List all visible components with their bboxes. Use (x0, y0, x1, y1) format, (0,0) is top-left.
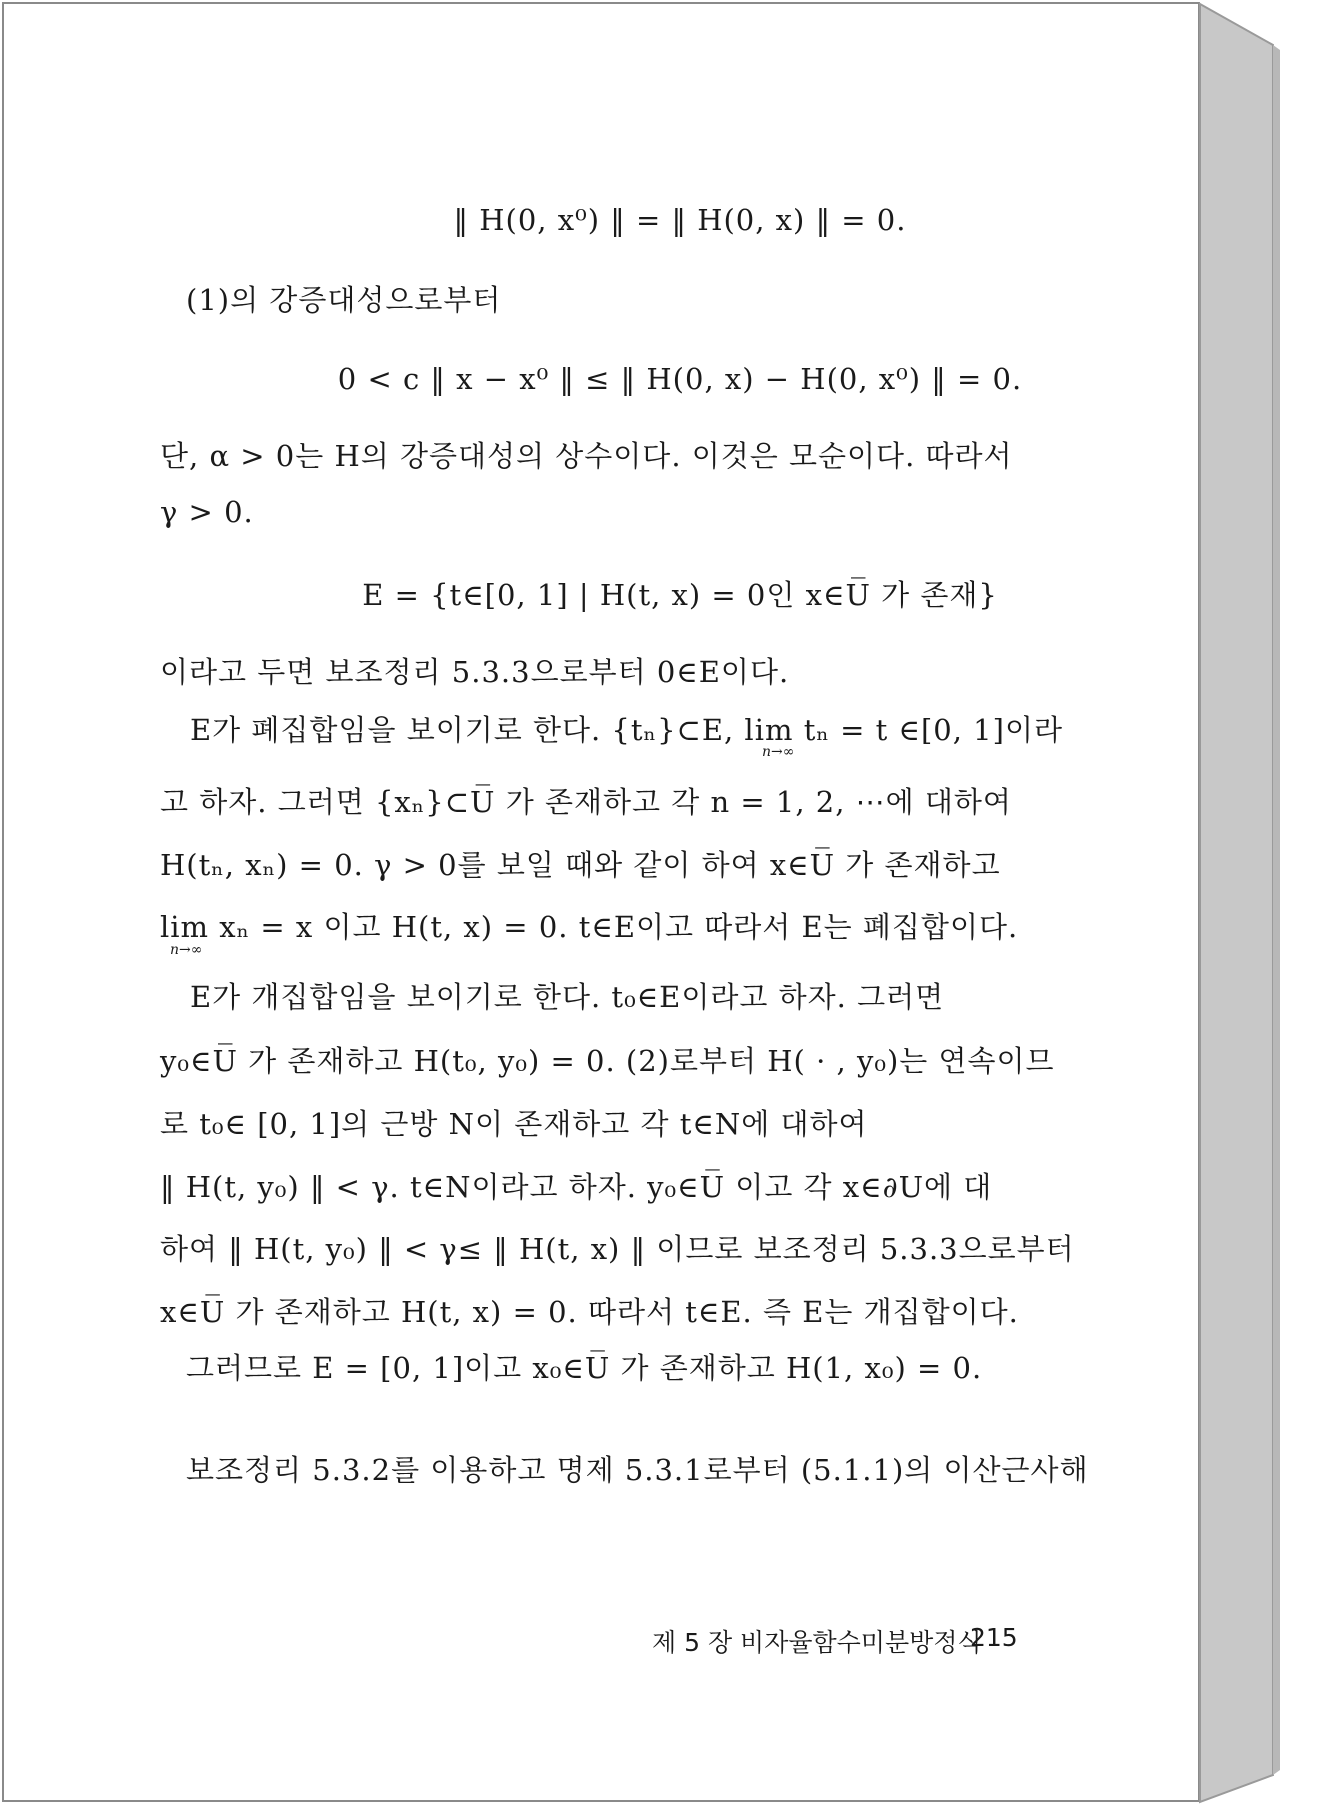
text-line: γ > 0. (160, 495, 254, 529)
text-line: H(tₙ, xₙ) = 0. γ > 0를 보일 때와 같이 하여 x∈U̅ 가 존재하고 (160, 848, 1001, 882)
text-line: 보조정리 5.3.2를 이용하고 명제 5.3.1로부터 (5.1.1)의 이산근사해 (186, 1453, 1089, 1487)
limit-subscript: n→∞ (170, 942, 203, 958)
equation-norm-zero: ‖ H(0, x⁰) ‖ = ‖ H(0, x) ‖ = 0. (453, 203, 907, 237)
text-line: 이라고 두면 보조정리 5.3.3으로부터 0∈E이다. (160, 655, 790, 689)
text-line: E가 폐집합임을 보이기로 한다. {tₙ}⊂E, lim tₙ = t ∈[0, 1]이라 (190, 713, 1063, 747)
text-line: 고 하자. 그러면 {xₙ}⊂U̅ 가 존재하고 각 n = 1, 2, ⋯에 대하여 (160, 785, 1012, 819)
page-number: 215 (970, 1623, 1018, 1652)
equation-strong-monotone: 0 < c ‖ x − x⁰ ‖ ≤ ‖ H(0, x) − H(0, x⁰) ‖ = 0. (337, 362, 1023, 396)
equation-set-e: E = {t∈[0, 1] | H(t, x) = 0인 x∈U̅ 가 존재} (362, 578, 998, 612)
text-line: x∈U̅ 가 존재하고 H(t, x) = 0. 따라서 t∈E. 즉 E는 개집합이다. (160, 1295, 1019, 1329)
running-footer-chapter: 제 5 장 비자율함수미분방정식 (652, 1628, 982, 1657)
text-line: lim xₙ = x 이고 H(t, x) = 0. t∈E이고 따라서 E는 폐집합이다. (160, 910, 1019, 944)
text-line: 로 t₀∈ [0, 1]의 근방 N이 존재하고 각 t∈N에 대하여 (160, 1107, 868, 1141)
text-line: 단, α > 0는 H의 강증대성의 상수이다. 이것은 모순이다. 따라서 (160, 439, 1013, 473)
text-line: y₀∈U̅ 가 존재하고 H(t₀, y₀) = 0. (2)로부터 H( · , y₀)는 연속이므 (160, 1044, 1055, 1078)
text-line: 그러므로 E = [0, 1]이고 x₀∈U̅ 가 존재하고 H(1, x₀) = 0. (186, 1351, 983, 1385)
text-line: 하여 ‖ H(t, y₀) ‖ < γ≤ ‖ H(t, x) ‖ 이므로 보조정리 5.3.3으로부터 (160, 1232, 1075, 1266)
text-line: (1)의 강증대성으로부터 (186, 283, 502, 317)
text-line: ‖ H(t, y₀) ‖ < γ. t∈N이라고 하자. y₀∈U̅ 이고 각 x∈∂U에 대 (160, 1170, 993, 1204)
text-line: E가 개집합임을 보이기로 한다. t₀∈E이라고 하자. 그러면 (190, 980, 945, 1014)
limit-subscript: n→∞ (762, 744, 795, 760)
